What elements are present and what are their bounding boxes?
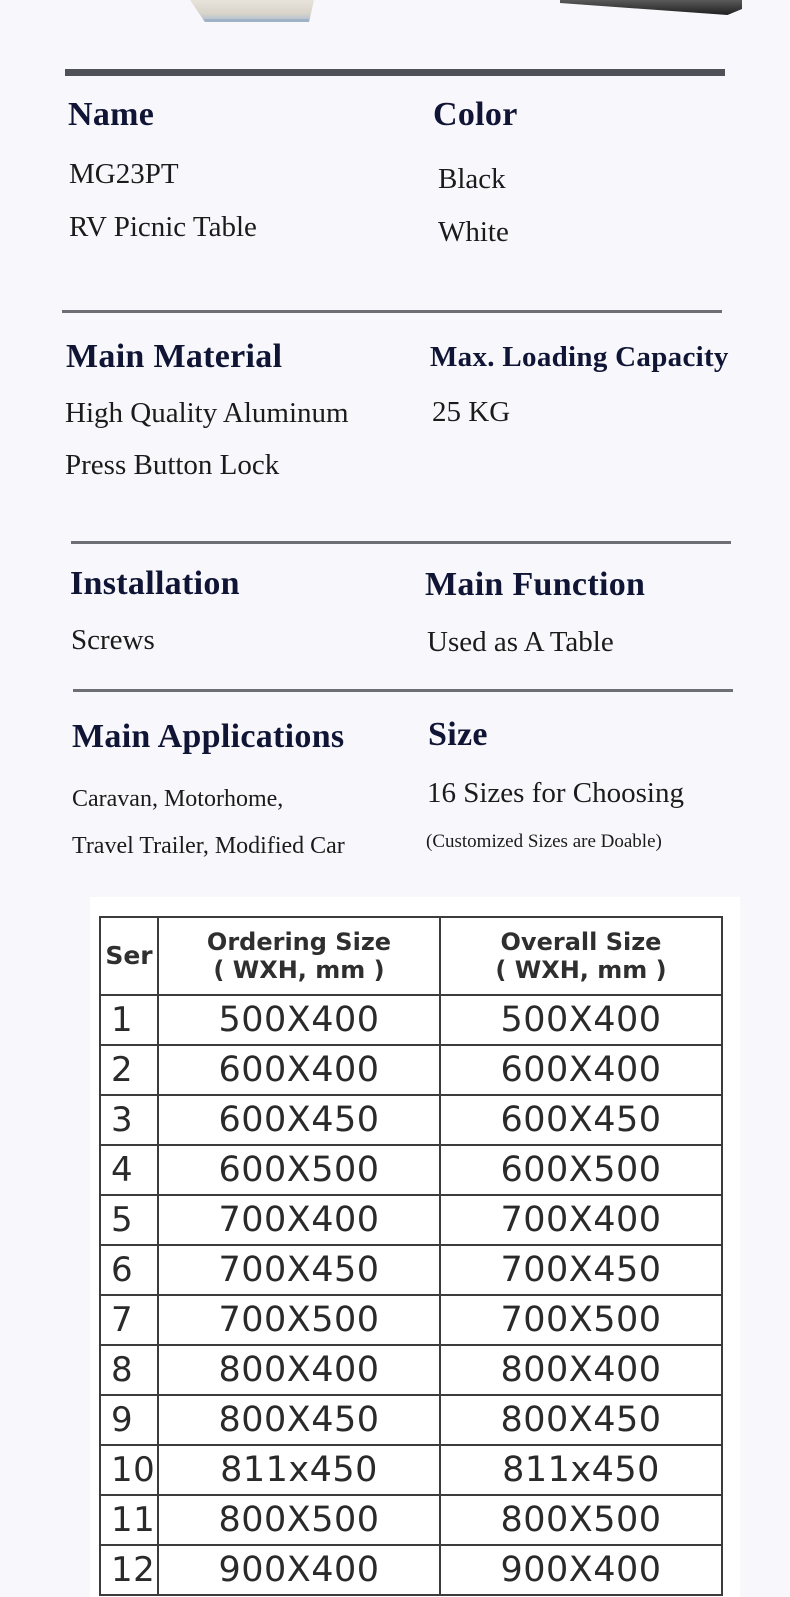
cell-ser: 9: [100, 1395, 158, 1445]
cell-overall-size: 600X400: [440, 1045, 722, 1095]
cell-ordering-size: 800X500: [158, 1495, 440, 1545]
spec-label-applications: Main Applications: [72, 718, 345, 755]
table-row: [100, 1545, 722, 1595]
cell-ser: 5: [100, 1195, 158, 1245]
cell-overall-size: 811x450: [440, 1445, 722, 1495]
cell-ordering-size: 800X400: [158, 1345, 440, 1395]
cell-ordering-size: 700X400: [158, 1195, 440, 1245]
cell-ordering-size: 700X450: [158, 1245, 440, 1295]
section-divider: [65, 69, 725, 76]
cell-ordering-size: 500X400: [158, 995, 440, 1045]
section-divider: [73, 689, 733, 692]
spec-value-function: Used as A Table: [427, 626, 614, 658]
cell-overall-size: 700X450: [440, 1245, 722, 1295]
cell-ordering-size: 800X450: [158, 1395, 440, 1445]
table-row: [100, 1245, 722, 1295]
cell-overall-size: 800X450: [440, 1395, 722, 1445]
table-row: [100, 1445, 722, 1495]
spec-value-applications: Caravan, Motorhome,: [72, 786, 284, 812]
header-ordering-size: [158, 917, 440, 995]
spec-value-color: White: [438, 216, 509, 248]
spec-label-material: Main Material: [66, 338, 283, 375]
cell-ordering-size: 600X450: [158, 1095, 440, 1145]
cell-overall-size: 900X400: [440, 1545, 722, 1595]
cell-overall-size: 800X500: [440, 1495, 722, 1545]
table-row: [100, 1145, 722, 1195]
cell-ordering-size: 700X500: [158, 1295, 440, 1345]
cell-ser: 12: [100, 1545, 158, 1595]
header-overall-unit: ( WXH, mm ): [495, 956, 667, 984]
cell-ser: 6: [100, 1245, 158, 1295]
spec-label-installation: Installation: [70, 565, 240, 602]
spec-value-installation: Screws: [71, 624, 155, 656]
spec-value-applications: Travel Trailer, Modified Car: [72, 833, 345, 859]
size-table-header: [100, 917, 722, 995]
header-overall-title: Overall Size: [500, 928, 662, 956]
cell-ser: 10: [100, 1445, 158, 1495]
section-divider: [62, 310, 722, 313]
spec-label-size: Size: [428, 716, 488, 753]
cell-ordering-size: 900X400: [158, 1545, 440, 1595]
spec-value-product: RV Picnic Table: [69, 211, 257, 243]
section-divider: [71, 541, 731, 544]
table-row: [100, 1095, 722, 1145]
cell-ser: 4: [100, 1145, 158, 1195]
spec-value-capacity: 25 KG: [432, 396, 511, 428]
size-table-panel: [90, 897, 740, 1597]
cell-overall-size: 500X400: [440, 995, 722, 1045]
cell-ser: 8: [100, 1345, 158, 1395]
cell-ordering-size: 811x450: [158, 1445, 440, 1495]
cell-ser: 11: [100, 1495, 158, 1545]
spec-value-color: Black: [438, 163, 506, 195]
cell-overall-size: 600X450: [440, 1095, 722, 1145]
header-overall-size: [440, 917, 722, 995]
table-row: [100, 1295, 722, 1345]
spec-label-function: Main Function: [425, 566, 646, 603]
table-row: [100, 1045, 722, 1095]
table-row: [100, 1345, 722, 1395]
spec-value-size-count: 16 Sizes for Choosing: [427, 777, 684, 809]
spec-value-size-note: (Customized Sizes are Doable): [426, 831, 662, 852]
cell-overall-size: 800X400: [440, 1345, 722, 1395]
table-row: [100, 1395, 722, 1445]
table-row: [100, 1495, 722, 1545]
table-row: [100, 1195, 722, 1245]
cell-ser: 3: [100, 1095, 158, 1145]
spec-value-lock: Press Button Lock: [65, 449, 280, 481]
cell-ser: 2: [100, 1045, 158, 1095]
spec-value-model: MG23PT: [69, 158, 179, 190]
cell-ser: 1: [100, 995, 158, 1045]
cell-overall-size: 700X500: [440, 1295, 722, 1345]
cell-ordering-size: 600X500: [158, 1145, 440, 1195]
spec-label-color: Color: [433, 96, 518, 133]
table-row: [100, 995, 722, 1045]
spec-label-capacity: Max. Loading Capacity: [430, 341, 729, 373]
product-image-fragment: [190, 0, 314, 22]
header-ordering-unit: ( WXH, mm ): [213, 956, 385, 984]
cell-overall-size: 600X500: [440, 1145, 722, 1195]
cell-overall-size: 700X400: [440, 1195, 722, 1245]
product-image-fragment: [560, 0, 742, 15]
header-ser: Ser: [100, 917, 158, 995]
size-table: [99, 916, 723, 1596]
spec-label-name: Name: [68, 96, 155, 133]
header-ordering-title: Ordering Size: [206, 928, 392, 956]
cell-ordering-size: 600X400: [158, 1045, 440, 1095]
spec-value-material: High Quality Aluminum: [65, 397, 349, 429]
cell-ser: 7: [100, 1295, 158, 1345]
